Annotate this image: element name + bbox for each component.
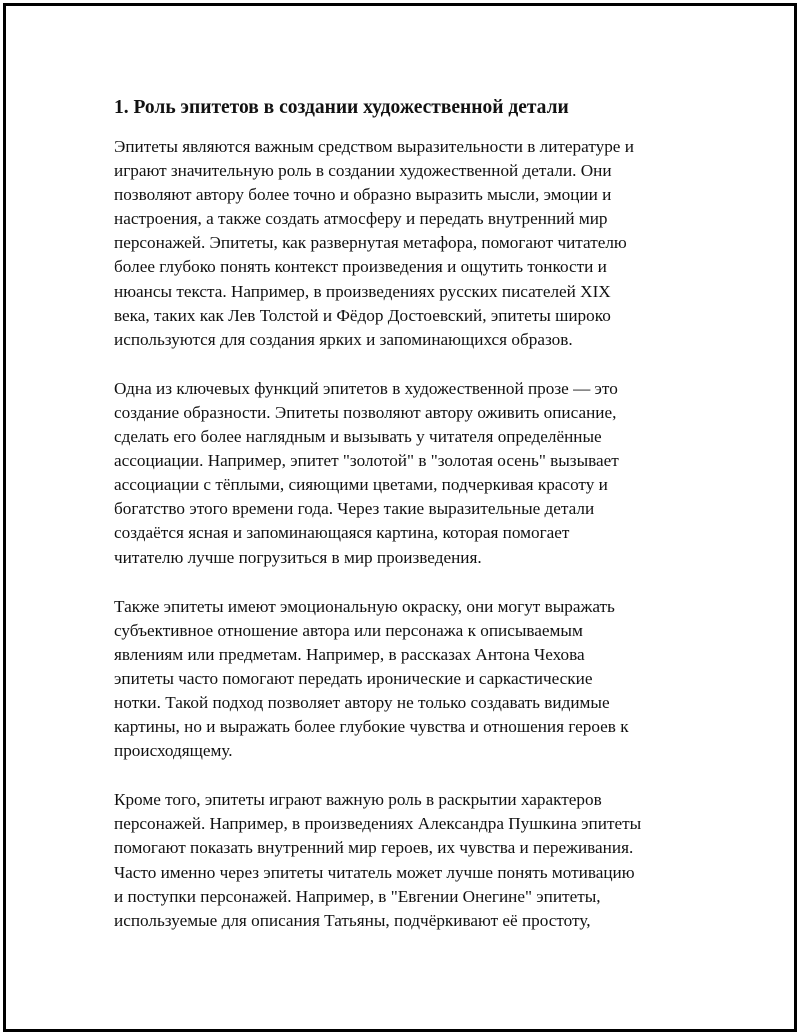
text-line: нотки. Такой подход позволяет автору не только создавать видимые [114,692,610,712]
document-body [114,95,694,958]
text-line: нюансы текста. Например, в произведениях русских писателей XIX [114,281,611,301]
section-heading: 1. Роль эпитетов в создании художественной детали [114,97,569,118]
text-line: персонажей. Эпитеты, как развернутая метафора, помогают читателю [114,233,627,253]
paragraph-2 [114,377,694,570]
text-line: создаётся ясная и запоминающаяся картина, которая помогает [114,523,570,543]
paragraph-4 [114,788,694,933]
text-line: и поступки персонажей. Например, в "Евгении Онегине" эпитеты, [114,886,601,906]
text-line: помогают показать внутренний мир героев, их чувства и переживания. [114,838,634,858]
text-line: эпитеты часто помогают передать иронические и саркастические [114,668,593,688]
text-line: используемые для описания Татьяны, подчёркивают её простоту, [114,910,591,930]
text-line: позволяют автору более точно и образно выразить мысли, эмоции и [114,185,612,205]
text-line: явлениям или предметам. Например, в рассказах Антона Чехова [114,644,585,664]
text-line: картины, но и выражать более глубокие чувства и отношения героев к [114,717,629,737]
text-line: ассоциации с тёплыми, сияющими цветами, подчеркивая красоту и [114,475,608,495]
text-line: сделать его более наглядным и вызывать у читателя определённые [114,427,602,447]
text-line: персонажей. Например, в произведениях Александра Пушкина эпитеты [114,814,642,834]
text-line: Эпитеты являются важным средством выразительности в литературе и [114,137,634,156]
text-line: века, таких как Лев Толстой и Фёдор Достоевский, эпитеты широко [114,305,611,325]
text-line: более глубоко понять контекст произведения и ощутить тонкости и [114,257,607,277]
text-line: используются для создания ярких и запоминающихся образов. [114,329,573,349]
text-line: создание образности. Эпитеты позволяют автору оживить описание, [114,402,617,422]
text-line: богатство этого времени года. Через такие выразительные детали [114,499,595,519]
paragraph-1 [114,135,694,352]
text-line: субъективное отношение автора или персонажа к описываемым [114,620,583,640]
text-line: ассоциации. Например, эпитет "золотой" в "золотая осень" вызывает [114,451,619,471]
text-line: читателю лучше погрузиться в мир произведения. [114,547,482,567]
paragraph-3 [114,595,694,764]
text-line: играют значительную роль в создании художественной детали. Они [114,161,612,181]
text-line: происходящему. [114,741,233,761]
text-line: Также эпитеты имеют эмоциональную окраску, они могут выражать [114,596,615,616]
text-line: Одна из ключевых функций эпитетов в художественной прозе — это [114,378,618,398]
text-line: Часто именно через эпитеты читатель может лучше понять мотивацию [114,862,635,882]
text-line: настроения, а также создать атмосферу и передать внутренний мир [114,209,608,229]
text-line: Кроме того, эпитеты играют важную роль в раскрытии характеров [114,790,602,810]
